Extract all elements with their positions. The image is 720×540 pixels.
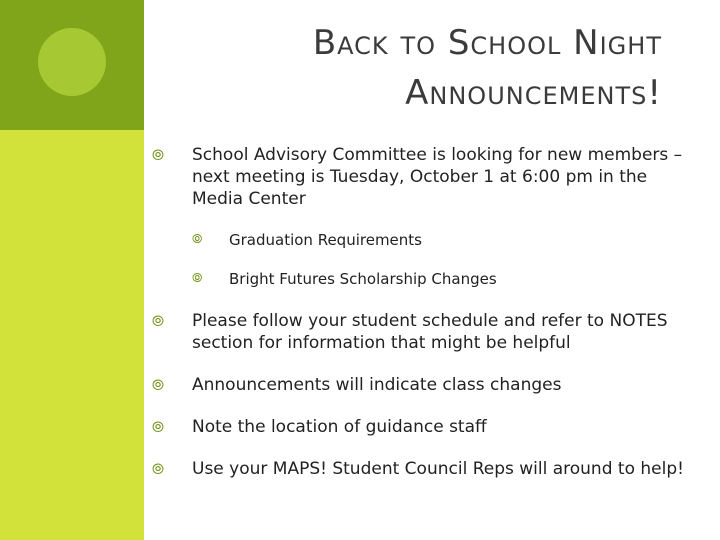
list-item-text: Use your MAPS! Student Council Reps will around to help! (192, 459, 684, 479)
list-item (152, 374, 692, 396)
list-item-text: Note the location of guidance staff (192, 417, 487, 437)
list-item-text: Announcements will indicate class changes (192, 375, 562, 395)
bullet-icon: ⦾ (152, 312, 165, 330)
bullet-icon: ⦾ (152, 418, 165, 436)
list-item-text: School Advisory Committee is looking for new members – next meeting is Tuesday, October 1 at 6:00 pm in the Media Center (192, 145, 683, 209)
sub-list-item (192, 269, 692, 289)
bullet-list (152, 140, 692, 480)
sub-list-item-text: Bright Futures Scholarship Changes (229, 270, 497, 288)
list-item (152, 310, 692, 354)
bullet-icon: ⦾ (152, 376, 165, 394)
decorative-circle-icon (38, 28, 106, 96)
slide-title-line-1: Back to School Night (312, 23, 662, 63)
corner-block (0, 0, 144, 130)
sub-list-item-text: Graduation Requirements (229, 231, 422, 249)
bullet-icon: ⦾ (152, 460, 165, 478)
sub-list-item (192, 230, 692, 250)
bullet-icon: ⦾ (152, 146, 165, 164)
list-item-text: Please follow your student schedule and refer to NOTES section for information that might be helpful (192, 311, 668, 353)
list-item (152, 416, 692, 438)
bullet-icon: ⦾ (192, 232, 203, 247)
list-item (152, 458, 692, 480)
slide-title-line-2: Announcements! (405, 73, 662, 113)
list-item (152, 144, 692, 210)
bullet-icon: ⦾ (192, 271, 203, 286)
slide-title (142, 18, 662, 118)
